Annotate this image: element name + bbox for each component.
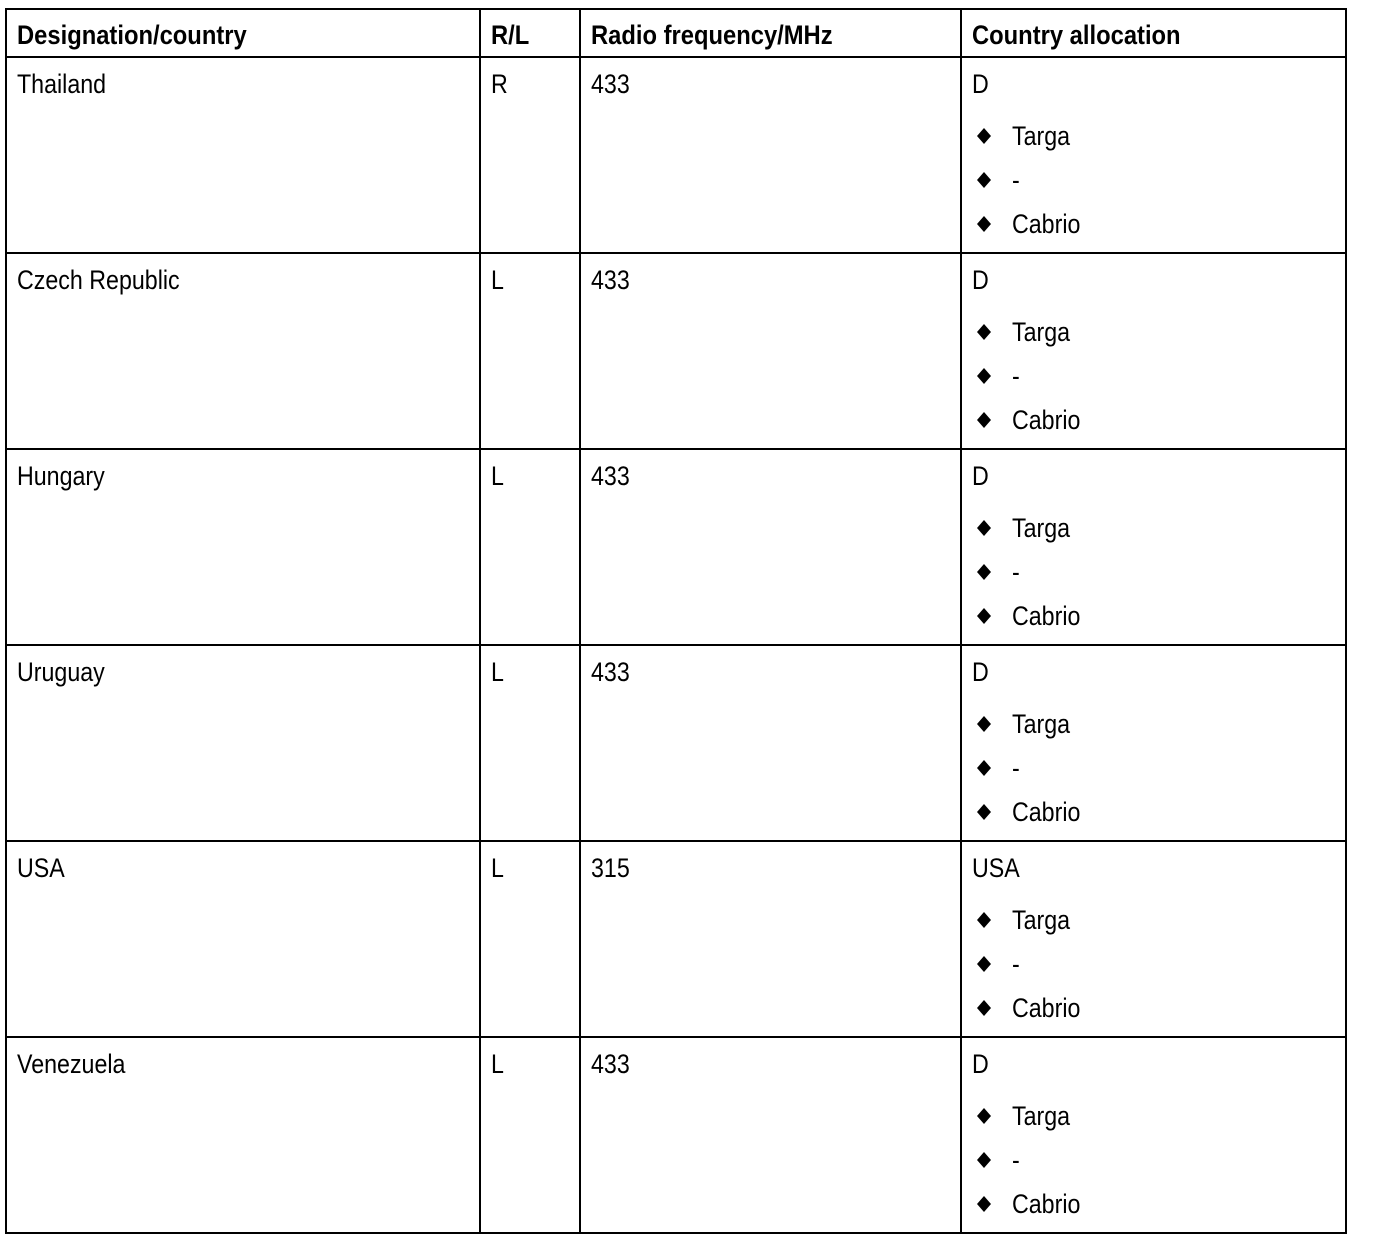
allocation-item-text: Targa [1012,317,1071,347]
frequency-cell [580,841,961,1037]
rl-value: L [491,853,504,883]
allocation-cell [961,645,1346,841]
allocation-item [972,796,1335,840]
allocation-code: D [972,461,989,491]
frequency-cell [580,253,961,449]
diamond-bullet-icon [976,127,992,145]
allocation-code: D [972,265,989,295]
allocation-item-text: - [1012,1145,1020,1175]
allocation-list [972,316,1335,448]
diamond-bullet-icon [976,911,992,929]
table-row [6,253,1346,449]
frequency-value: 433 [591,69,630,99]
allocation-item-text: Cabrio [1012,209,1081,239]
allocation-item-text: Cabrio [1012,993,1081,1023]
rl-value: L [491,461,504,491]
allocation-item [972,404,1335,448]
allocation-code: D [972,657,989,687]
header-radio-frequency [580,9,961,57]
frequency-cell [580,449,961,645]
country-cell [6,253,480,449]
diamond-bullet-icon [976,607,992,625]
country-cell [6,449,480,645]
country-cell [6,645,480,841]
allocation-list [972,120,1335,252]
allocation-item-text: Targa [1012,513,1071,543]
allocation-item-text: Targa [1012,121,1071,151]
diamond-bullet-icon [976,411,992,429]
allocation-item [972,120,1335,164]
header-label: Radio frequency/MHz [591,20,833,50]
rl-cell [480,57,580,253]
allocation-cell [961,57,1346,253]
header-label: Designation/country [17,20,247,50]
allocation-item-text: Cabrio [1012,797,1081,827]
allocation-item [972,1188,1335,1232]
allocation-cell [961,841,1346,1037]
allocation-item-text: Targa [1012,905,1071,935]
allocation-item-text: Cabrio [1012,601,1081,631]
diamond-bullet-icon [976,1195,992,1213]
country-frequency-table [5,8,1347,1234]
allocation-item [972,992,1335,1036]
allocation-list [972,512,1335,644]
allocation-item [972,164,1335,208]
allocation-list [972,708,1335,840]
rl-value: L [491,657,504,687]
diamond-bullet-icon [976,803,992,821]
rl-value: L [491,265,504,295]
header-rl [480,9,580,57]
diamond-bullet-icon [976,1151,992,1169]
country-name: Czech Republic [17,265,180,295]
allocation-item [972,1100,1335,1144]
country-cell [6,841,480,1037]
allocation-cell [961,449,1346,645]
rl-cell [480,449,580,645]
country-cell [6,1037,480,1233]
table-row [6,645,1346,841]
allocation-item [972,1144,1335,1188]
allocation-item-text: - [1012,949,1020,979]
rl-value: R [491,69,508,99]
table-row [6,449,1346,645]
rl-value: L [491,1049,504,1079]
frequency-value: 433 [591,461,630,491]
allocation-code: USA [972,853,1020,883]
diamond-bullet-icon [976,759,992,777]
diamond-bullet-icon [976,215,992,233]
diamond-bullet-icon [976,519,992,537]
allocation-code: D [972,1049,989,1079]
allocation-item [972,948,1335,992]
rl-cell [480,645,580,841]
country-name: Hungary [17,461,105,491]
country-name: USA [17,853,65,883]
diamond-bullet-icon [976,171,992,189]
allocation-item [972,600,1335,644]
allocation-item [972,708,1335,752]
diamond-bullet-icon [976,715,992,733]
allocation-item-text: Cabrio [1012,405,1081,435]
table-body [6,57,1346,1233]
allocation-item-text: Cabrio [1012,1189,1081,1219]
country-name: Uruguay [17,657,105,687]
allocation-item-text: - [1012,165,1020,195]
allocation-item [972,512,1335,556]
allocation-item-text: - [1012,361,1020,391]
rl-cell [480,1037,580,1233]
frequency-value: 315 [591,853,630,883]
diamond-bullet-icon [976,367,992,385]
rl-cell [480,253,580,449]
allocation-list [972,1100,1335,1232]
table-row [6,57,1346,253]
allocation-item [972,752,1335,796]
allocation-cell [961,1037,1346,1233]
allocation-item [972,904,1335,948]
frequency-value: 433 [591,265,630,295]
allocation-cell [961,253,1346,449]
frequency-cell [580,1037,961,1233]
country-name: Thailand [17,69,107,99]
allocation-item-text: - [1012,753,1020,783]
country-cell [6,57,480,253]
frequency-value: 433 [591,1049,630,1079]
header-designation-country [6,9,480,57]
header-country-allocation [961,9,1346,57]
table-row [6,841,1346,1037]
diamond-bullet-icon [976,955,992,973]
allocation-item [972,208,1335,252]
rl-cell [480,841,580,1037]
country-name: Venezuela [17,1049,126,1079]
header-label: R/L [491,20,530,50]
diamond-bullet-icon [976,1107,992,1125]
allocation-item [972,316,1335,360]
allocation-list [972,904,1335,1036]
frequency-cell [580,57,961,253]
table-header-row [6,9,1346,57]
diamond-bullet-icon [976,563,992,581]
frequency-cell [580,645,961,841]
header-label: Country allocation [972,20,1181,50]
table-row [6,1037,1346,1233]
diamond-bullet-icon [976,323,992,341]
frequency-value: 433 [591,657,630,687]
allocation-code: D [972,69,989,99]
allocation-item [972,556,1335,600]
allocation-item-text: - [1012,557,1020,587]
allocation-item [972,360,1335,404]
allocation-item-text: Targa [1012,1101,1071,1131]
diamond-bullet-icon [976,999,992,1017]
allocation-item-text: Targa [1012,709,1071,739]
